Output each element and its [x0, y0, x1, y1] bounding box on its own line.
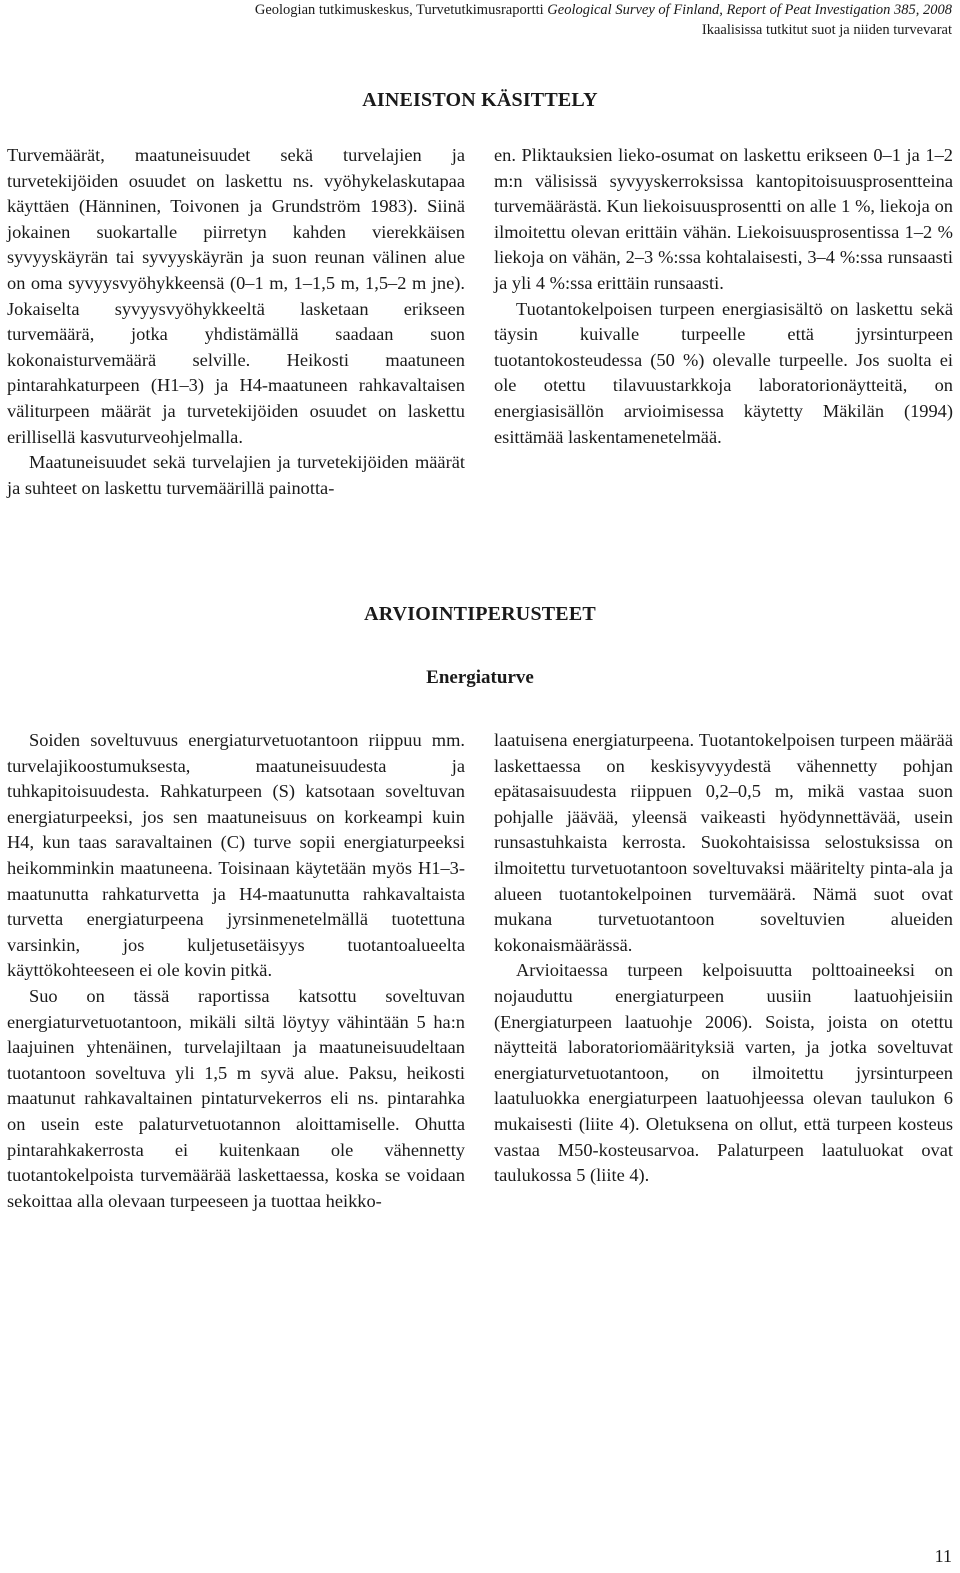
header-journal-line	[255, 0, 952, 20]
page-number: 11	[934, 1546, 952, 1566]
subsection-title-energiaturve: Energiaturve	[426, 667, 534, 688]
running-header	[255, 0, 952, 40]
section2-left-column	[7, 728, 465, 1214]
paragraph: Arvioitaessa turpeen kelpoisuutta polttoaineeksi on nojauduttu energiaturpeen uusiin laatuohjeisiin (Energiaturpeen laatuohje 2006). Soista, joista on otettu näytteitä laboratoriomäärityksiä varten, ja jotka soveltuvat energiaturvetuotantoon, on ilmoitettu jyrsinturpeen laatuluokka energiaturpeen laatuohjeessa olevan taulukon 6 mukaisesti (liite 4). Oletuksena on ollut, että turpeen kosteus vastaa M50-kosteusarvoa. Palaturpeen laatuluokat ovat taulukossa 5 (liite 4).	[494, 960, 953, 1186]
section1-right-column	[494, 143, 953, 450]
section1-left-column	[7, 143, 465, 501]
paragraph: Turvemäärät, maatuneisuudet sekä turvelajien ja turvetekijöiden osuudet on laskettu ns. vyöhykelaskutapaa käyttäen (Hänninen, Toivonen ja Grundström 1983). Siinä jokainen suokartalle piirretyn kahden vierekkäisen syvyyskäyrän tai syvyyskäyrän ja suon reunan välinen alue on oma syvyysvyöhykkeensä (0–1 m, 1–1,5 m, 1,5–2 m jne). Jokaiselta syvyysvyöhykkeeltä lasketaan erikseen turvemäärä, jotka yhdistämällä saadaan suon kokonaisturvemäärä selville. Heikosti maatuneen pintarahkaturpeen (H1–3) ja H4-maatuneen rahkavaltaisen väliturpeen määrät ja turvetekijöiden osuudet on laskettu erillisellä kasvuturveohjelmalla.	[7, 145, 465, 447]
paragraph: Tuotantokelpoisen turpeen energiasisältö on laskettu sekä täysin kuivalle turpeelle että jyrsinturpeen tuotantokosteudessa (50 %) olevalle turpeelle. Jos suolta ei ole otettu tilavuustarkkoja laboratorionäytteitä, on energiasisällön arvioimisessa käytetty Mäkilän (1994) esittämää laskentamenetelmää.	[494, 298, 953, 447]
section-title-arviointiperusteet: ARVIOINTIPERUSTEET	[364, 603, 596, 625]
section2-right-column	[494, 728, 953, 1189]
header-report-title: Ikaalisissa tutkitut suot ja niiden turvevarat	[701, 22, 952, 38]
header-publisher: Geologian tutkimuskeskus, Turvetutkimusraportti	[254, 2, 544, 18]
header-series: Geological Survey of Finland, Report of Peat Investigation 385, 2008	[547, 2, 952, 18]
paragraph: laatuisena energiaturpeena. Tuotantokelpoisen turpeen määrää laskettaessa on keskisyvyydestä vähennetty pohjan epätasaisuudesta riippuen 0,2–0,5 m, mikä vastaa suon pohjalle jäävää, yleensä vaikeasti hyödynnettävää, usein runsastuhkaista kerrosta. Suokohtaisissa selostuksissa on ilmoitettu turvetuotantoon soveltuvaksi määritelty pinta-ala ja alueen tuotantokelpoinen turvemäärä. Nämä suot ovat mukana turvetuotantoon soveltuvien alueiden kokonaismäärässä.	[494, 730, 953, 955]
paragraph: en. Pliktauksien lieko-osumat on laskettu erikseen 0–1 ja 1–2 m:n välisissä syvyyskerroksissa kantopitoisuusprosentteina turvemäärästä. Kun liekoisuusprosentti on alle 1 %, liekoja on ilmoitettu olevan erittäin vähän. Liekoisuusprosentissa 1–2 % liekoja on vähän, 2–3 %:ssa kohtalaisesti, 3–4 %:ssa runsaasti ja yli 4 %:ssa erittäin runsaasti.	[494, 145, 953, 293]
paragraph: Soiden soveltuvuus energiaturvetuotantoon riippuu mm. turvelajikoostumuksesta, maatuneisuudesta ja tuhkapitoisuudesta. Rahkaturpeen (S) katsotaan soveltuvan energiaturpeeksi, jos sen maatuneisuus on korkeampi kuin H4, kun taas saravaltainen (C) turve sopii energiaturpeeksi heikomminkin maatuneena. Toisinaan käytetään myös H1–3-maatunutta rahkaturvetta ja H4-maatunutta rahkavaltaista turvetta energiaturpeena jyrsinmenetelmällä tuotettuna varsinkin, jos kuljetusetäisyys tuotantoalueelta käyttökohteeseen ei ole kovin pitkä.	[7, 730, 465, 981]
paragraph: Suo on tässä raportissa katsottu soveltuvan energiaturvetuotantoon, mikäli siltä löytyy vähintään 5 ha:n laajuinen yhtenäinen, turvelajiltaan ja maatuneisuudeltaan tuotantoon soveltuva yli 1,5 m syvä alue. Paksu, heikosti maatunut rahkavaltainen pintaturvekerros eli ns. pintarahka on usein este palaturvetuotannon aloittamiselle. Ohutta pintarahkakerrosta ei kuitenkaan ole vähennetty tuotantokelpoista turvemäärää laskettaessa, koska se voidaan sekoittaa alla olevaan turpeeseen ja tuottaa heikko-	[7, 985, 465, 1211]
section-title-aineiston-kasittely: AINEISTON KÄSITTELY	[362, 89, 598, 111]
paragraph: Maatuneisuudet sekä turvelajien ja turvetekijöiden määrät ja suhteet on laskettu turvemäärillä painotta-	[7, 452, 465, 498]
